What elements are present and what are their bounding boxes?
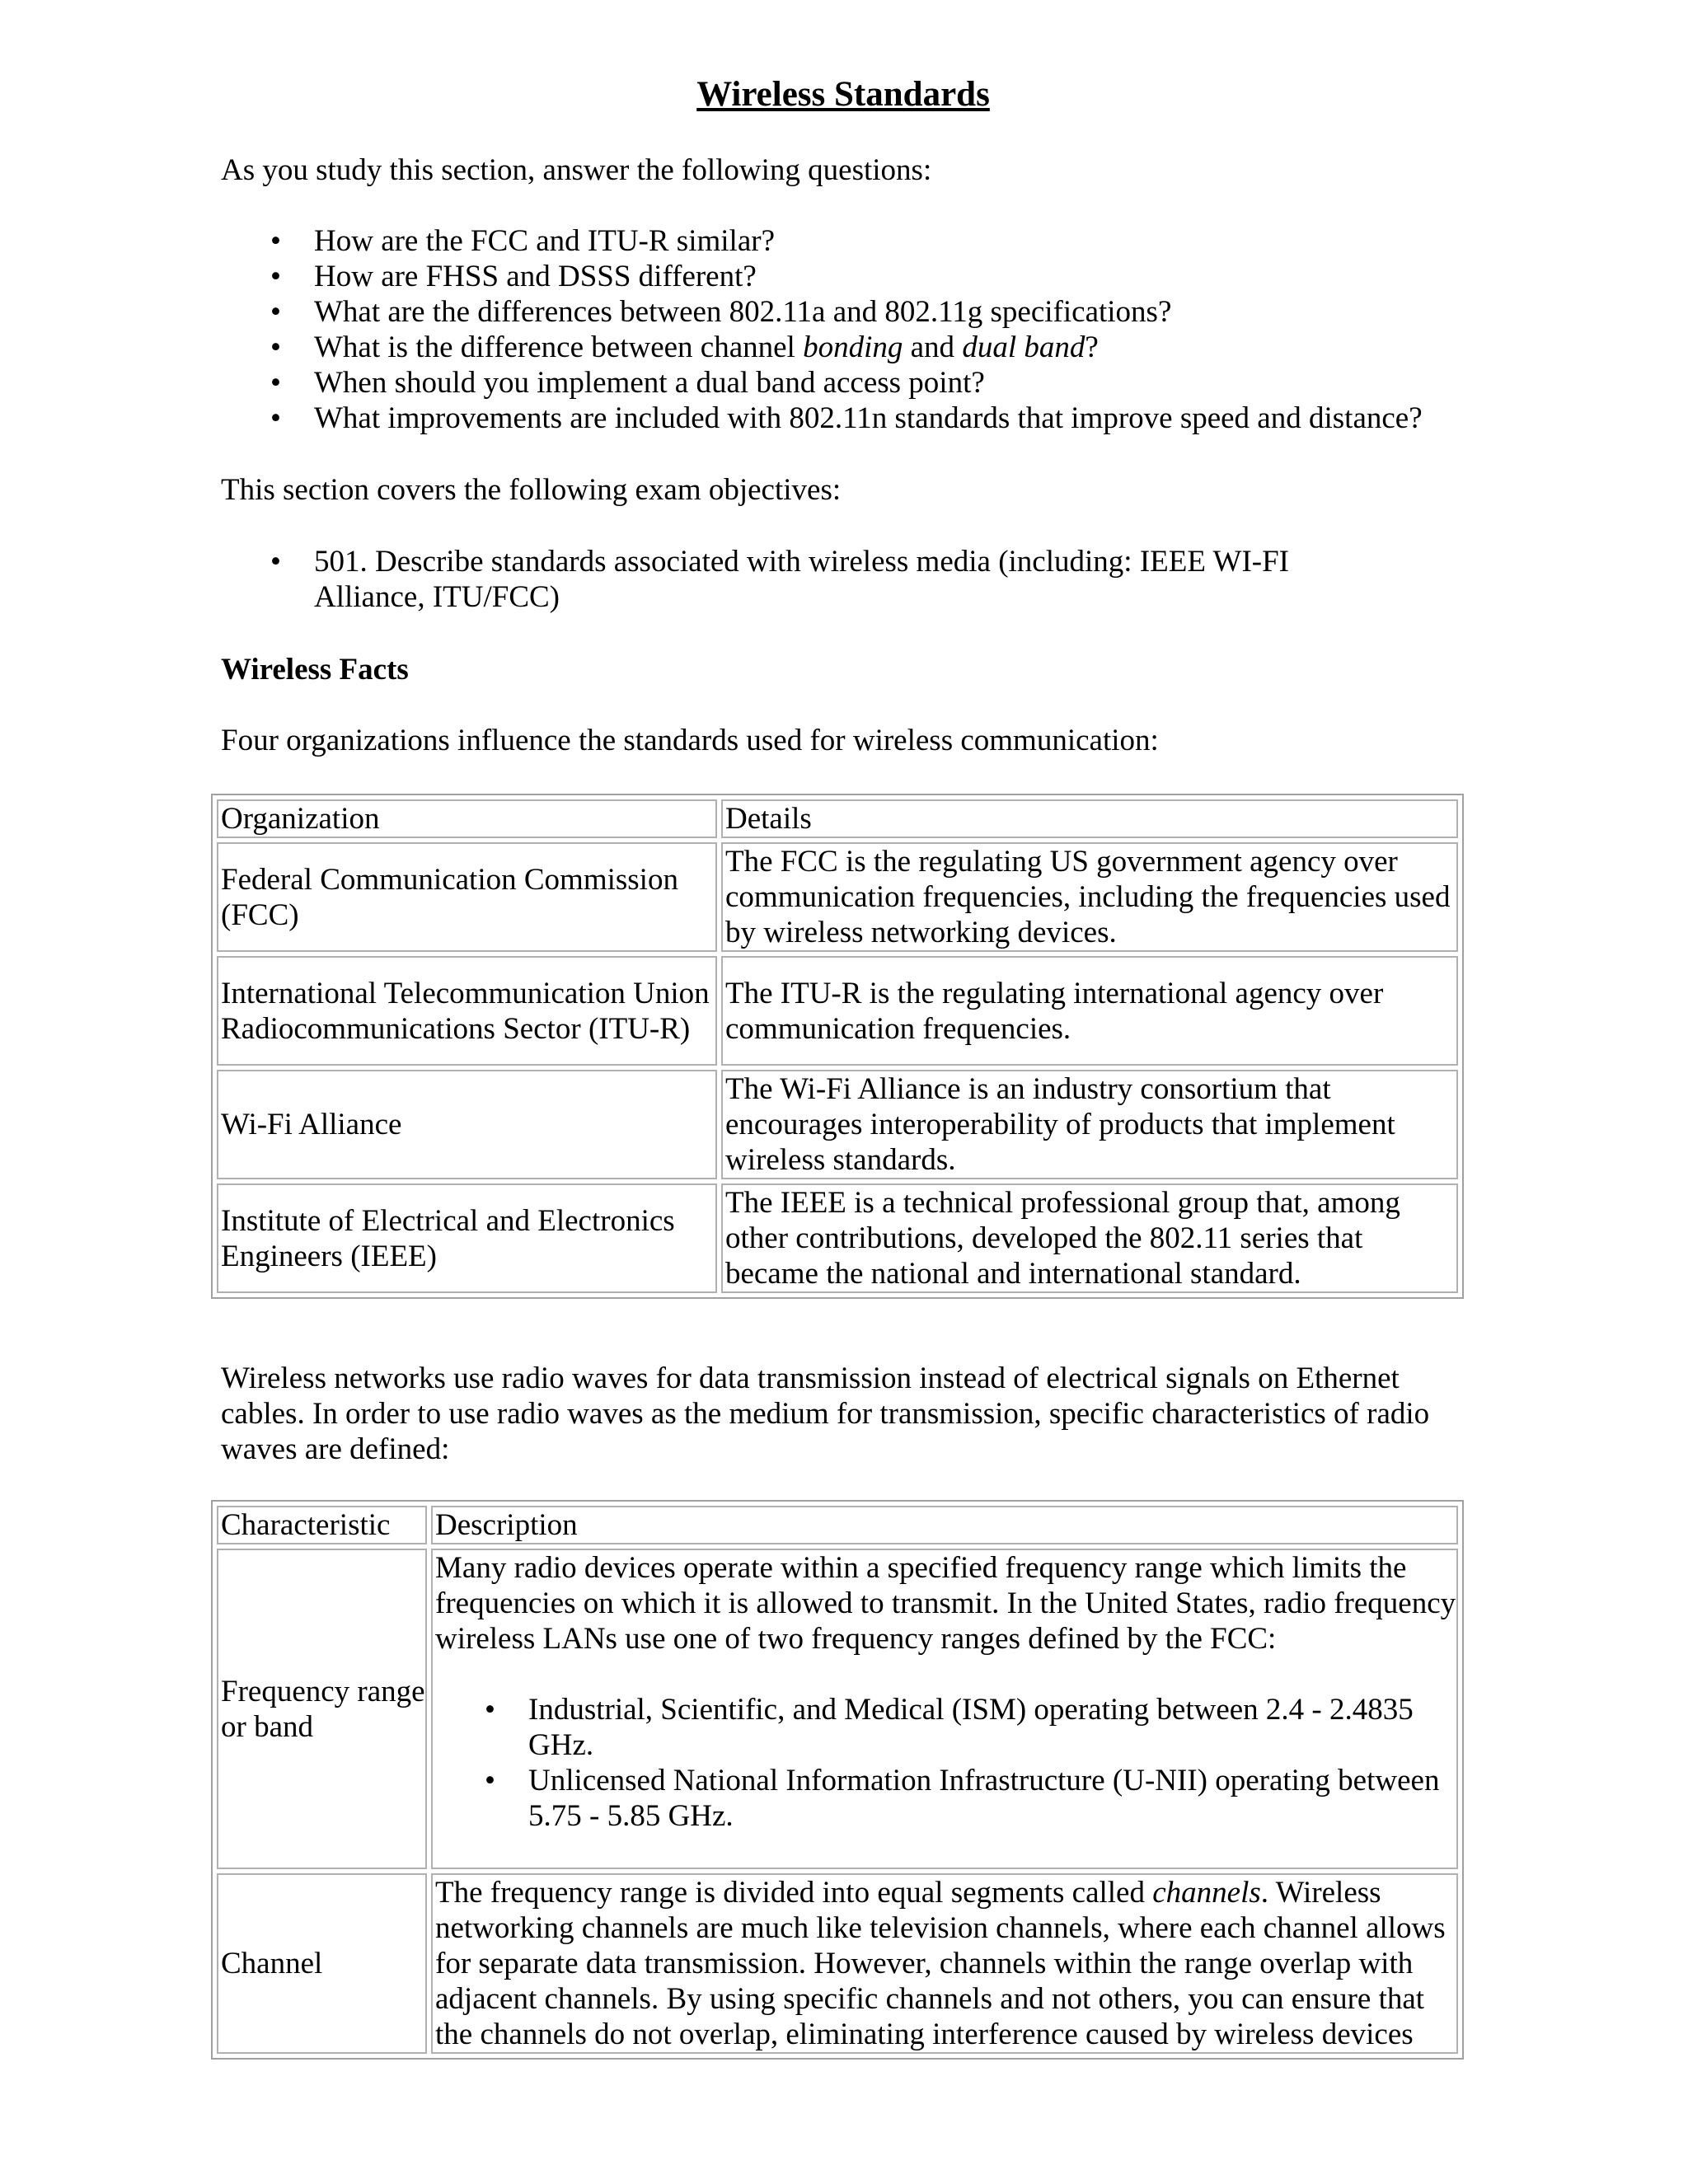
questions-list <box>221 223 1465 436</box>
characteristic-name: Channel <box>217 1873 427 2054</box>
org-details: The Wi-Fi Alliance is an industry consortium that encourages interoperability of products that implement wireless standards. <box>721 1070 1458 1179</box>
list-item: • Unlicensed National Information Infrastructure (U-NII) operating between 5.75 - 5.85 GHz. <box>485 1764 1440 1833</box>
list-item: • When should you implement a dual band access point? <box>270 366 985 400</box>
table-row <box>217 1070 1458 1179</box>
org-name: Federal Communication Commission (FCC) <box>217 842 717 952</box>
list-item: • What is the difference between channel bonding and dual band? <box>270 330 1099 364</box>
list-item: • Industrial, Scientific, and Medical (ISM) operating between 2.4 - 2.4835 GHz. <box>485 1693 1414 1762</box>
table-header-cell: Description <box>431 1506 1458 1544</box>
characteristic-description: The frequency range is divided into equal segments called channels. Wireless networking channels are much like television channels, where each channel allows for separate data transmission. However, channels within the range overlap with adjacent channels. By using specific channels and not others, you can ensure that the channels do not overlap, eliminating interference caused by wireless devices <box>431 1873 1458 2054</box>
table-header-cell: Characteristic <box>217 1506 427 1544</box>
table-header-cell: Details <box>721 799 1458 838</box>
list-item: • 501. Describe standards associated with wireless media (including: IEEE WI-FI Alliance, ITU/FCC) <box>270 545 1289 614</box>
characteristic-name: Frequency range or band <box>217 1549 427 1869</box>
table-header-cell: Organization <box>217 799 717 838</box>
org-details: The ITU-R is the regulating international agency over communication frequencies. <box>721 956 1458 1066</box>
org-details: The FCC is the regulating US government agency over communication frequencies, including the frequencies used by wireless networking devices. <box>721 842 1458 952</box>
characteristic-description: Many radio devices operate within a specified frequency range which limits the frequencies on which it is allowed to transmit. In the United States, radio frequency wireless LANs use one of two frequency ranges defined by the FCC: • Industrial, Scientific, and Medical (ISM) operating between 2.4 - 2.4835 GHz. • Unlicensed National Information Infrastructure (U-NII) operating between 5.75 - 5.85 GHz. <box>431 1549 1458 1869</box>
org-name: Institute of Electrical and Electronics Engineers (IEEE) <box>217 1183 717 1293</box>
facts-heading: Wireless Facts <box>221 653 409 687</box>
objectives-intro: This section covers the following exam objectives: <box>221 473 842 507</box>
radio-intro: Wireless networks use radio waves for data transmission instead of electrical signals on Ethernet cables. In order to use radio waves as the medium for transmission, specific characteristics of radio waves are defined: <box>221 1361 1430 1466</box>
organizations-table <box>211 794 1464 1299</box>
table-row <box>217 1873 1458 2054</box>
intro-text: As you study this section, answer the following questions: <box>221 153 932 187</box>
org-name: Wi-Fi Alliance <box>217 1070 717 1179</box>
table-row <box>217 1183 1458 1293</box>
table-row <box>217 956 1458 1066</box>
characteristics-table <box>211 1500 1464 2060</box>
list-item: • What are the differences between 802.11a and 802.11g specifications? <box>270 295 1172 329</box>
list-item: • How are FHSS and DSSS different? <box>270 260 757 293</box>
list-item: • What improvements are included with 802.11n standards that improve speed and distance? <box>270 401 1423 435</box>
org-name: International Telecommunication Union Radiocommunications Sector (ITU-R) <box>217 956 717 1066</box>
table-row <box>217 1549 1458 1869</box>
list-item: • How are the FCC and ITU-R similar? <box>270 224 775 258</box>
frequency-list <box>435 1692 1456 1834</box>
page-title: Wireless Standards <box>696 75 990 114</box>
table-row <box>217 842 1458 952</box>
facts-intro: Four organizations influence the standards used for wireless communication: <box>221 724 1159 757</box>
objectives-list <box>221 544 1465 615</box>
org-details: The IEEE is a technical professional group that, among other contributions, developed the 802.11 series that became the national and international standard. <box>721 1183 1458 1293</box>
